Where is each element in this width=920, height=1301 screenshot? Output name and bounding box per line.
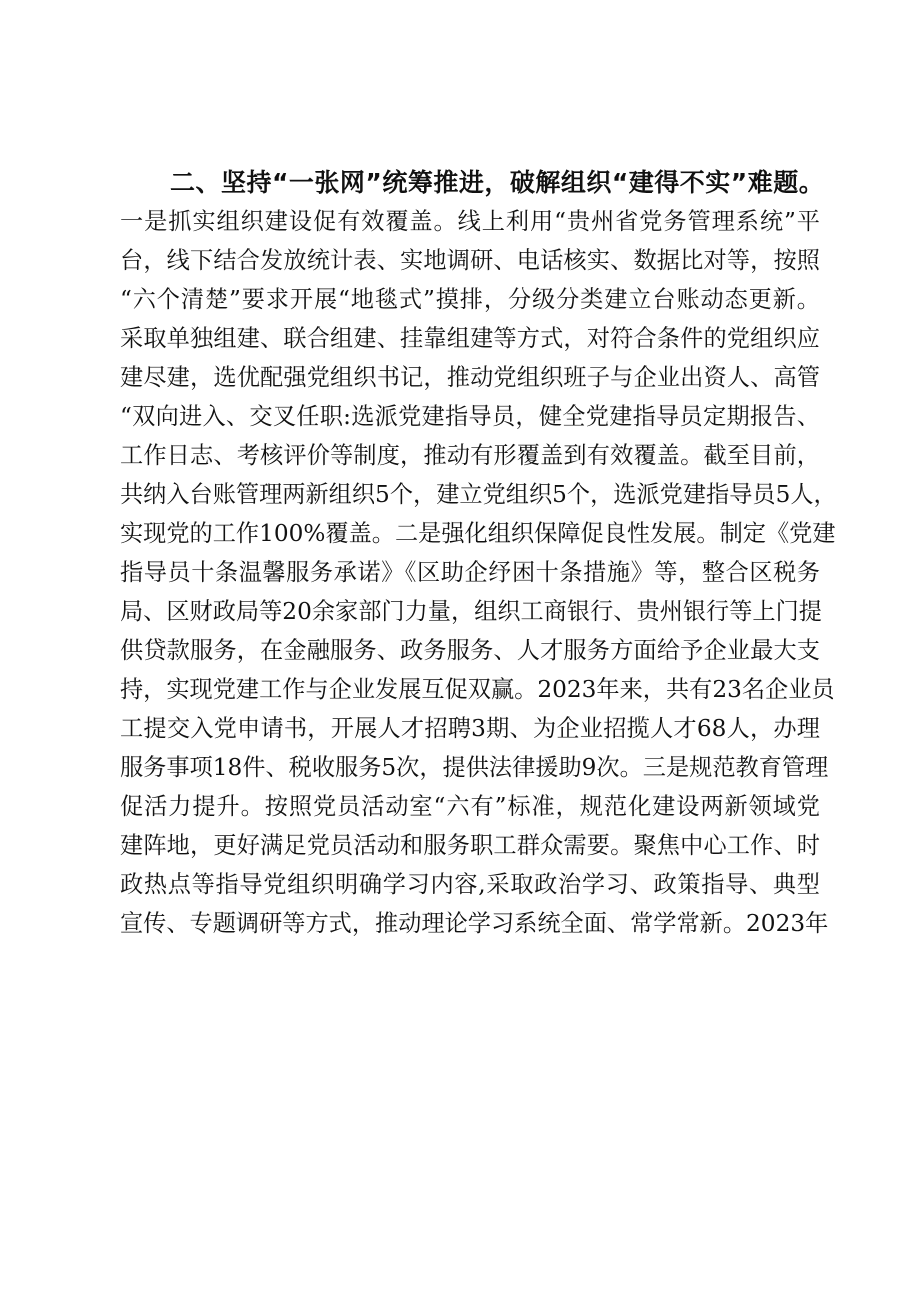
paragraph-line: 工提交入党申请书，开展人才招聘3期、为企业招揽人才68人，办理 xyxy=(120,715,820,742)
paragraph-line: 宣传、专题调研等方式，推动理论学习系统全面、常学常新。2023年 xyxy=(120,910,829,937)
paragraph-line: 实现党的工作100%覆盖。二是强化组织保障促良性发展。制定《党建 xyxy=(120,520,836,547)
paragraph-line: 共纳入台账管理两新组织5个，建立党组织5个，选派党建指导员5人， xyxy=(120,481,837,508)
paragraph-line: “双向进入、交叉任职:选派党建指导员，健全党建指导员定期报告、 xyxy=(120,403,820,430)
body-paragraph xyxy=(120,202,837,943)
paragraph-line: 供贷款服务，在金融服务、政务服务、人才服务方面给予企业最大支 xyxy=(120,637,820,664)
paragraph-line: 促活力提升。按照党员活动室“六有”标准，规范化建设两新领域党 xyxy=(120,793,820,820)
paragraph-line: 一是抓实组织建设促有效覆盖。线上利用“贵州省党务管理系统”平 xyxy=(120,208,820,235)
paragraph-line: 采取单独组建、联合组建、挂靠组建等方式，对符合条件的党组织应 xyxy=(120,325,820,352)
paragraph-line: 服务事项18件、税收服务5次，提供法律援助9次。三是规范教育管理 xyxy=(120,754,829,781)
paragraph-line: 建尽建，选优配强党组织书记，推动党组织班子与企业出资人、高管 xyxy=(120,364,820,391)
paragraph-line: 局、区财政局等20余家部门力量，组织工商银行、贵州银行等上门提 xyxy=(120,598,822,625)
paragraph-line: 持，实现党建工作与企业发展互促双赢。2023年来，共有23名企业员 xyxy=(120,676,835,703)
paragraph-line: 台，线下结合发放统计表、实地调研、电话核实、数据比对等，按照 xyxy=(120,247,820,274)
paragraph-line: 政热点等指导党组织明确学习内容,采取政治学习、政策指导、典型 xyxy=(120,871,820,898)
paragraph-line: “六个清楚”要求开展“地毯式”摸排，分级分类建立台账动态更新。 xyxy=(120,286,820,313)
paragraph-line: 工作日志、考核评价等制度，推动有形覆盖到有效覆盖。截至目前， xyxy=(120,442,820,469)
section-heading: 二、坚持“一张网”统筹推进，破解组织“建得不实”难题。 xyxy=(170,168,825,197)
paragraph-line: 指导员十条温馨服务承诺》《区助企纾困十条措施》等，整合区税务 xyxy=(120,559,820,586)
paragraph-line: 建阵地，更好满足党员活动和服务职工群众需要。聚焦中心工作、时 xyxy=(120,832,820,859)
